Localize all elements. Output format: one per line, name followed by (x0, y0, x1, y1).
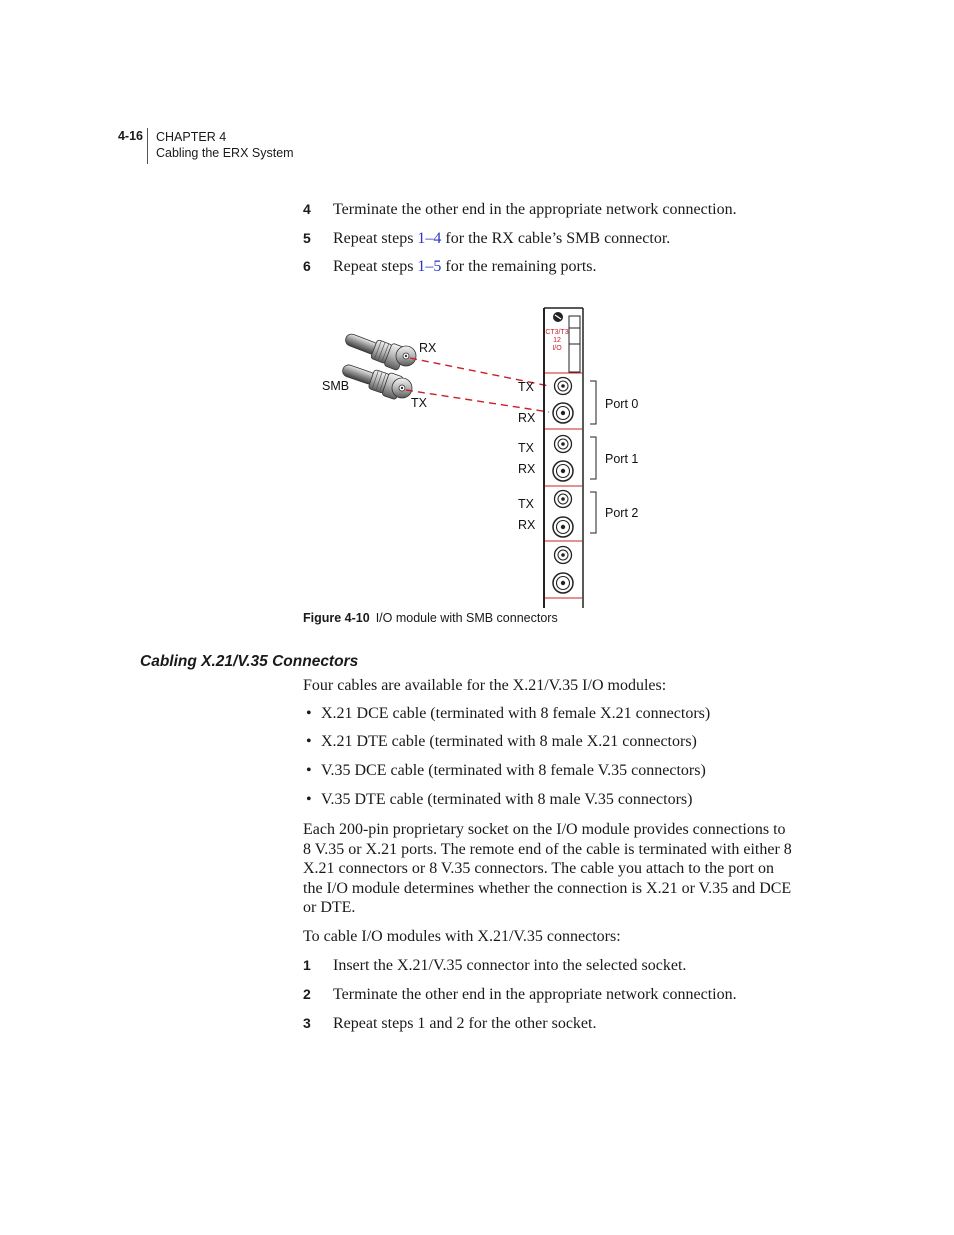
rx-cable-label: RX (419, 341, 437, 355)
section-step-2 (303, 984, 737, 1005)
step-link[interactable]: 1–4 (417, 230, 442, 247)
step-text: Terminate the other end in the appropriate network connection. (333, 201, 737, 218)
port2-bracket (590, 492, 596, 533)
connector-port1-rx (553, 461, 573, 481)
step-text-pre: Repeat steps (333, 230, 418, 247)
port0-label: Port 0 (605, 397, 639, 411)
section-title: Cabling X.21/V.35 Connectors (140, 653, 359, 670)
step-number: 4 (303, 201, 311, 217)
bullet-text: V.35 DCE cable (terminated with 8 female V.35 connectors) (321, 762, 706, 779)
section-step-3 (303, 1013, 596, 1034)
rx-cable (342, 327, 416, 371)
port0-tx-label: TX (518, 380, 534, 394)
bullet-text: V.35 DTE cable (terminated with 8 male V.35 connectors) (321, 791, 693, 808)
step-number: 5 (303, 230, 311, 246)
step-number: 3 (303, 1015, 311, 1031)
port1-tx-label: TX (518, 441, 534, 455)
port1-bracket (590, 437, 596, 479)
bullet-text: X.21 DCE cable (terminated with 8 female X.21 connectors) (321, 705, 711, 722)
connector-port3-rx (553, 573, 573, 593)
port0-bracket (590, 381, 596, 424)
section-paragraph: Each 200-pin proprietary socket on the I/O module provides connections to 8 V.35 or X.21 ports. The remote end of the cable is terminated with either 8 X.21 connectors or 8 V.35 connectors. The cable you attach to the port on the I/O module determines whether the connection is X.21 or V.35 and DCE or DTE. (303, 821, 792, 917)
figure-caption-text: I/O module with SMB connectors (375, 611, 558, 625)
port1-rx-label: RX (518, 462, 536, 476)
bullet-item (306, 705, 710, 723)
bullet-item (306, 791, 692, 809)
figure-label: Figure 4-10 (303, 611, 370, 625)
connector-port2-tx (555, 491, 572, 508)
step-link[interactable]: 1–5 (417, 258, 442, 275)
step-text: Repeat steps 1 and 2 for the other socket. (333, 1015, 597, 1032)
port1-label: Port 1 (605, 452, 639, 466)
bullet-dot: • (306, 791, 312, 808)
connector-port2-rx (553, 517, 573, 537)
step-number: 2 (303, 986, 311, 1002)
port0-rx-label: RX (518, 411, 536, 425)
connector-port3-tx (555, 547, 572, 564)
step-text: Terminate the other end in the appropriate network connection. (333, 986, 737, 1003)
chapter-title: Cabling the ERX System (156, 146, 294, 160)
module-label-line1: CT3/T3 (545, 329, 569, 336)
module-label-line2: 12 (553, 337, 561, 344)
bullet-dot: • (306, 705, 312, 722)
port2-label: Port 2 (605, 506, 639, 520)
bullet-dot: • (306, 733, 312, 750)
connector-port0-tx (555, 378, 572, 395)
bullet-text: X.21 DTE cable (terminated with 8 male X.21 connectors) (321, 733, 697, 750)
connector-port1-tx (555, 436, 572, 453)
smb-label: SMB (322, 379, 350, 393)
page-number: 4-16 (117, 129, 143, 143)
bullet-item (306, 762, 706, 780)
module-label-line3: I/O (552, 345, 562, 352)
tx-cable-label: TX (411, 396, 427, 410)
section-lead: To cable I/O modules with X.21/V.35 connectors: (303, 928, 621, 945)
connector-port0-rx (553, 403, 573, 423)
figure-caption (303, 611, 558, 625)
step-text-pre: Repeat steps (333, 258, 418, 275)
bullet-dot: • (306, 762, 312, 779)
io-module-panel (544, 308, 583, 608)
chapter-label: CHAPTER 4 (156, 130, 227, 144)
section-intro: Four cables are available for the X.21/V.35 I/O modules: (303, 677, 667, 694)
port2-tx-label: TX (518, 497, 534, 511)
bullet-item (306, 733, 697, 751)
step-number: 1 (303, 957, 311, 973)
step-number: 6 (303, 258, 311, 274)
step-text-post: for the RX cable’s SMB connector. (441, 230, 671, 247)
section-step-1 (303, 955, 686, 976)
step-text-post: for the remaining ports. (441, 258, 597, 275)
step-text: Insert the X.21/V.35 connector into the selected socket. (333, 957, 687, 974)
port2-rx-label: RX (518, 518, 536, 532)
